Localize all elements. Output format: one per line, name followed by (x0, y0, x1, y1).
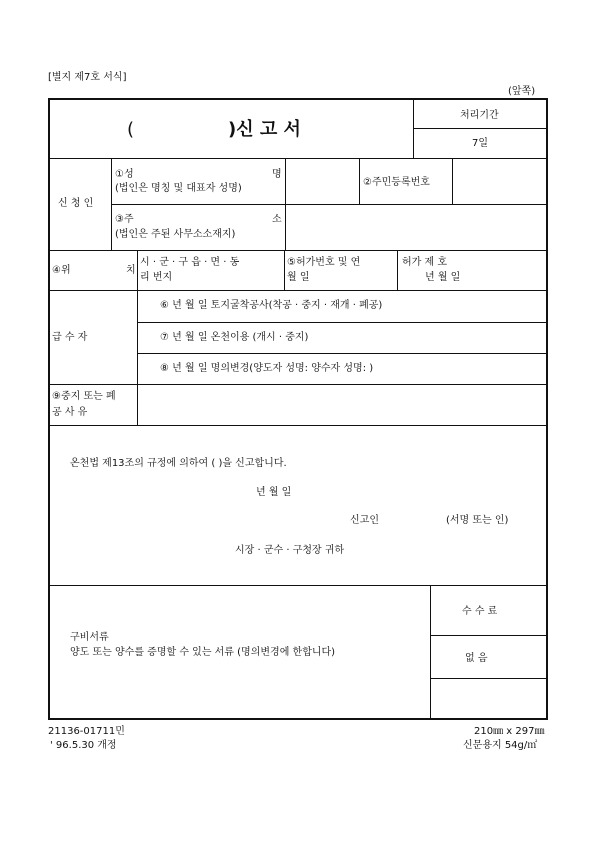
required-docs-title: 구비서류 (70, 632, 109, 643)
form-title: )신 고 서 (228, 119, 301, 140)
footer-code: 21136-01711민 (48, 726, 125, 737)
permit-value-line1: 허가 제 호 (402, 257, 447, 268)
title-open-paren: ( (127, 119, 135, 140)
permit-value-line2: 년 월 일 (425, 272, 461, 283)
required-docs-text: 양도 또는 양수를 증명할 수 있는 서류 (명의변경에 한합니다) (70, 647, 336, 658)
name-label-note: (법인은 명칭 및 대표자 성명) (115, 183, 242, 194)
form-header: [별지 제7호 서식] (48, 72, 127, 83)
declaration-date: 년 월 일 (256, 487, 292, 498)
footer-revision-date: ' 96.5.30 개정 (50, 740, 117, 751)
address-label-end: 소 (272, 214, 282, 225)
page-side-label: (앞쪽) (508, 86, 536, 97)
location-label: ④위 (52, 265, 71, 276)
processing-period-value: 7일 (472, 138, 489, 149)
permit-label-line1: ⑤허가번호 및 연 (287, 257, 361, 268)
declarant-label: 신고인 (350, 515, 379, 526)
applicant-label: 신 청 인 (58, 198, 94, 209)
row-name-change: ⑧ 년 월 일 명의변경(양도자 성명: 양수자 성명: ) (160, 363, 374, 374)
row-excavation: ⑥ 년 월 일 토지굴착공사(착공 · 중지 · 재개 · 폐공) (160, 300, 383, 311)
location-detail-line1: 시 · 군 · 구 읍 · 면 · 동 (140, 257, 240, 268)
operator-label: 급 수 자 (52, 332, 88, 343)
name-label-end: 명 (272, 169, 282, 180)
name-label: ①성 (115, 169, 134, 180)
declaration-text: 온천법 제13조의 규정에 의하여 ( )을 신고합니다. (70, 458, 287, 469)
address-label: ③주 (115, 214, 134, 225)
reason-label-line1: ⑨중지 또는 폐 (52, 391, 116, 402)
fee-label: 수 수 료 (462, 606, 498, 617)
footer-paper-size: 210㎜ x 297㎜ (474, 726, 545, 737)
footer-paper-type: 신문용지 54g/㎡ (463, 740, 538, 751)
resident-number-label: ②주민등록번호 (363, 177, 430, 188)
reason-label-line2: 공 사 유 (52, 407, 88, 418)
processing-period-label: 처리기간 (460, 110, 499, 121)
location-label-end: 치 (126, 265, 136, 276)
address-label-note: (법인은 주된 사무소소재지) (115, 229, 236, 240)
permit-label-line2: 월 일 (287, 272, 310, 283)
signature-label: (서명 또는 인) (446, 515, 509, 526)
fee-value: 없 음 (465, 653, 488, 664)
row-hotspring-use: ⑦ 년 월 일 온천이용 (개시 · 중지) (160, 332, 309, 343)
addressee: 시장 · 군수 · 구청장 귀하 (235, 545, 345, 556)
location-detail-line2: 리 번지 (140, 272, 173, 283)
